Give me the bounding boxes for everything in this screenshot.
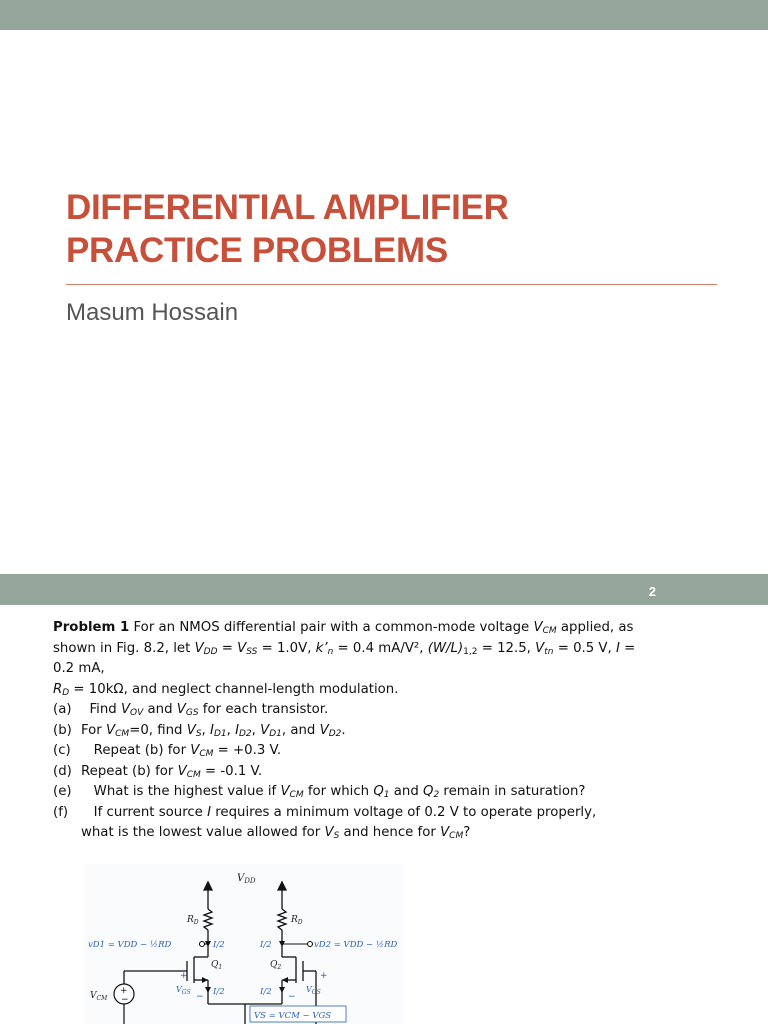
rd-right-label: $R_D$ — [291, 915, 303, 926]
vcm-label: $V_{CM}$ — [90, 991, 108, 1002]
problem-label: Problem 1 — [53, 620, 130, 635]
circuit-diagram — [84, 864, 404, 1024]
part-c: (c) Repeat (b) for $V_{CM} = +0.3$ V. — [53, 743, 282, 759]
svg-text:−: − — [121, 995, 129, 1005]
slide-title — [66, 186, 706, 272]
problem-statement-cont: $R_D = 10k\Omega$, and neglect channel-length modulation. — [53, 681, 399, 698]
part-a: (a) Find $V_{OV}$ and $V_{GS}$ for each transistor. — [53, 702, 329, 718]
part-f: (f) If current source I requires a minimum voltage of 0.2 V to operate properly, — [53, 804, 597, 820]
title-divider — [66, 284, 717, 285]
vgs-right-plus: + — [320, 971, 328, 981]
problem-text — [53, 618, 653, 844]
vd2-equation: vD2 = VDD − ½RD — [314, 940, 398, 950]
part-d: (d) Repeat (b) for $V_{CM} = -0.1$ V. — [53, 763, 263, 780]
rd-left-label: $R_D$ — [187, 915, 199, 926]
part-f-cont: what is the lowest value allowed for $V_S$ and hence for $V_{CM}$? — [81, 825, 471, 841]
title-line-1: DIFFERENTIAL AMPLIFIER — [66, 188, 509, 227]
vs-equation: VS = VCM − VGS — [254, 1011, 332, 1021]
vgs-right-minus: − — [288, 992, 296, 1002]
i-half-left-2: I/2 — [213, 987, 225, 997]
vgs-left-minus: − — [196, 992, 204, 1002]
i-half-right-2: I/2 — [260, 987, 272, 997]
svg-text:+: + — [120, 986, 128, 996]
slide-header-bar — [0, 0, 768, 30]
vgs-left-label: $V_{GS}$ — [176, 985, 191, 996]
vgs-right-label: $V_{GS}$ — [306, 985, 321, 996]
slide-header-bar — [0, 574, 768, 605]
problem-slide — [0, 574, 768, 1024]
title-line-2: PRACTICE PROBLEMS — [66, 231, 448, 270]
vgs-left-plus: + — [180, 971, 188, 981]
problem-statement: Problem 1 For an NMOS differential pair with a common-mode voltage $V_{CM}$ applied, as shown in Fig. 8.2, let $V_{DD} = V_{SS} = 1.0V$, $k’_n = 0.4$ mA/V², $(W/L)_{1,2} = 12.5$, $V_{tn} = 0.5$ V, I = 0.2 mA, — [53, 620, 636, 676]
author-name: Masum Hossain — [66, 299, 239, 326]
q2-label: $Q_2$ — [270, 960, 282, 971]
q1-label: $Q_1$ — [211, 960, 223, 971]
i-half-right: I/2 — [260, 940, 272, 950]
i-half-left: I/2 — [213, 940, 225, 950]
part-b: (b) For $V_{CM}=0$, find $V_S$, $I_{D1}$, $I_{D2}$, $V_{D1}$, and $V_{D2}$. — [53, 722, 346, 739]
slide-number: 2 — [648, 584, 656, 599]
part-e: (e) What is the highest value if $V_{CM}$ for which $Q_1$ and $Q_2$ remain in saturation? — [53, 784, 586, 800]
vd1-equation: vD1 = VDD − ½RD — [88, 940, 172, 950]
vdd-label: $V_{DD}$ — [237, 873, 256, 885]
